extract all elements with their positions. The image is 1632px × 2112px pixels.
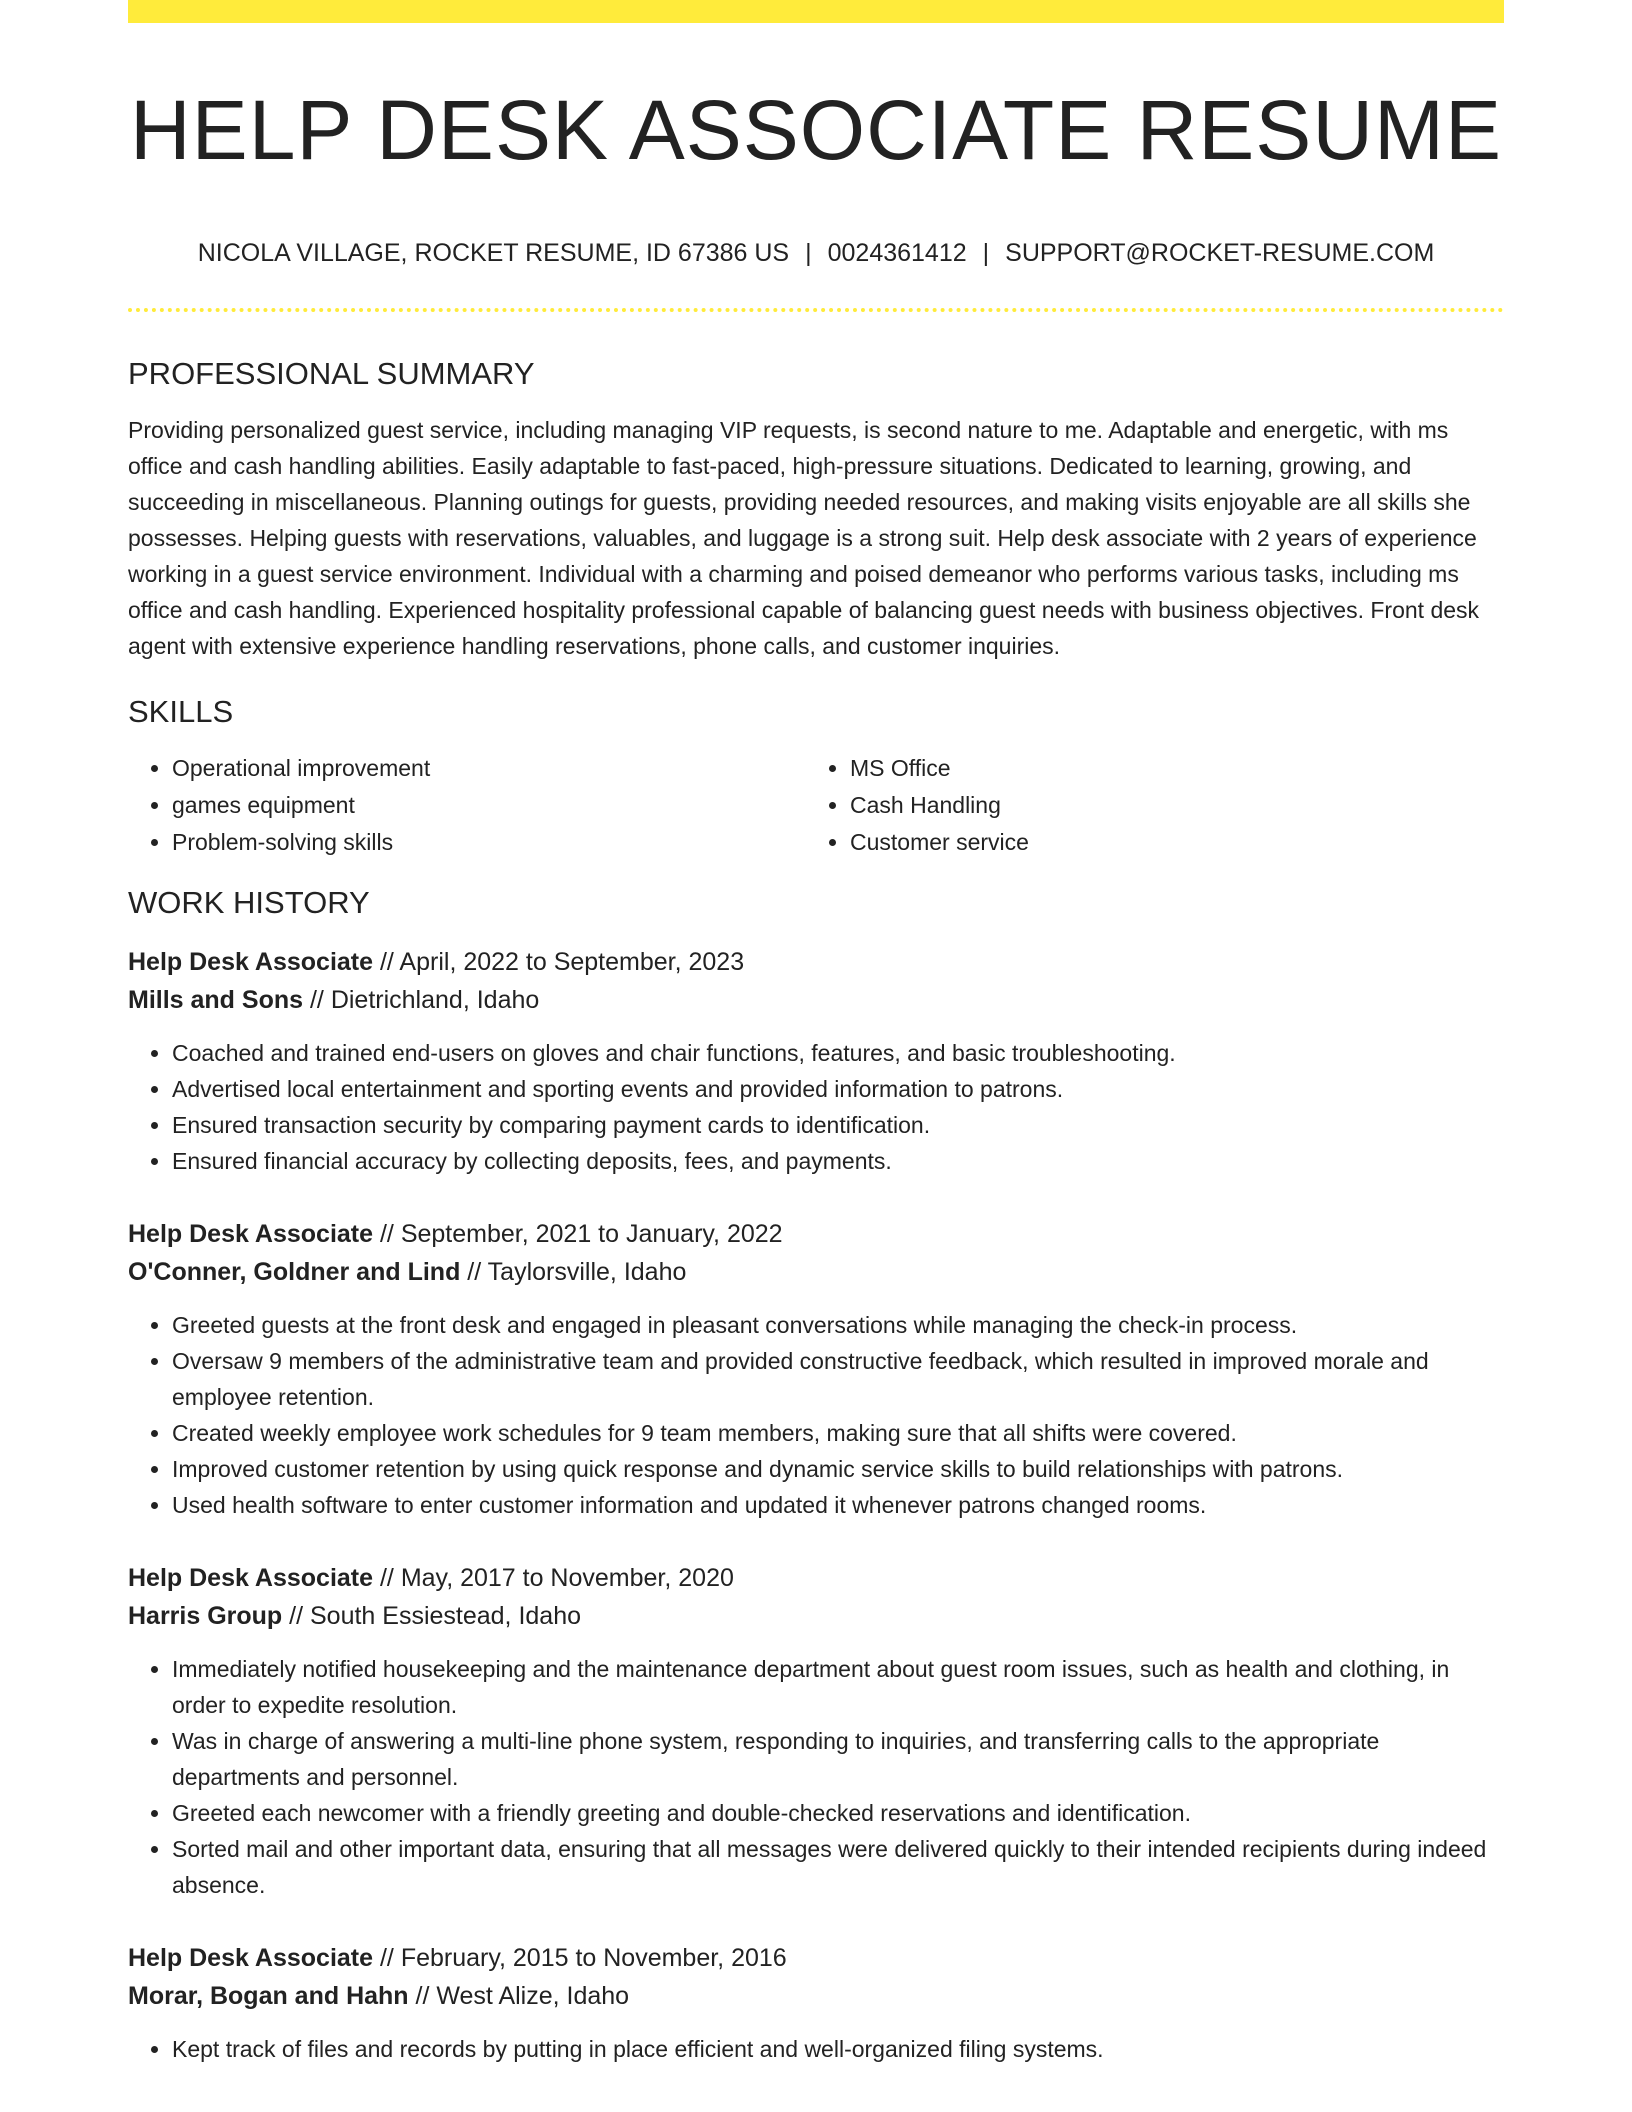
job-title: Help Desk Associate: [128, 1220, 374, 1248]
job-bullets: [128, 1307, 1504, 1523]
work-history-heading: WORK HISTORY: [128, 885, 370, 920]
job-company: Harris Group: [128, 1602, 283, 1630]
job-company: Morar, Bogan and Hahn: [128, 1982, 409, 2010]
skill-item: • games equipment: [172, 787, 806, 824]
job-entry: [128, 1215, 1504, 1523]
contact-phone: 0024361412: [827, 239, 967, 267]
job-bullets: [128, 2031, 1504, 2067]
job-company-line: [128, 981, 1504, 1019]
job-bullet: • Used health software to enter customer information and updated it whenever patrons changed rooms.: [172, 1487, 1504, 1523]
job-company: O'Conner, Goldner and Lind: [128, 1258, 461, 1286]
summary-heading: PROFESSIONAL SUMMARY: [128, 356, 535, 391]
job-location: // Taylorsville, Idaho: [460, 1258, 687, 1286]
job-bullets: [128, 1651, 1504, 1903]
job-title: Help Desk Associate: [128, 948, 374, 976]
job-title-line: [128, 1215, 1504, 1253]
job-title-line: [128, 1939, 1504, 1977]
job-company-line: [128, 1977, 1504, 2015]
skills-heading: SKILLS: [128, 694, 234, 729]
job-bullet: • Oversaw 9 members of the administrative team and provided constructive feedback, which resulted in improved morale and employee retention.: [172, 1343, 1504, 1415]
skill-item: • MS Office: [850, 750, 1484, 787]
dotted-divider: [128, 308, 1504, 312]
job-title-line: [128, 943, 1504, 981]
job-bullet: • Was in charge of answering a multi-line phone system, responding to inquiries, and transferring calls to the appropriate departments and personnel.: [172, 1723, 1504, 1795]
resume-page: [128, 0, 1504, 2067]
job-bullet: • Ensured transaction security by comparing payment cards to identification.: [172, 1107, 1504, 1143]
job-bullet: • Kept track of files and records by putting in place efficient and well-organized filing systems.: [172, 2031, 1504, 2067]
job-bullet: • Coached and trained end-users on gloves and chair functions, features, and basic troubleshooting.: [172, 1035, 1504, 1071]
job-bullet: • Sorted mail and other important data, ensuring that all messages were delivered quickly to their intended recipients during indeed absence.: [172, 1831, 1504, 1903]
job-bullet: • Advertised local entertainment and sporting events and provided information to patrons.: [172, 1071, 1504, 1107]
job-title: Help Desk Associate: [128, 1944, 374, 1972]
job-company-line: [128, 1253, 1504, 1291]
job-title: Help Desk Associate: [128, 1564, 374, 1592]
contact-address: NICOLA VILLAGE, ROCKET RESUME, ID 67386 US: [197, 239, 790, 267]
skills-column-left: [128, 750, 806, 861]
job-location: // West Alize, Idaho: [408, 1982, 630, 2010]
job-location: // Dietrichland, Idaho: [303, 986, 540, 1014]
contact-separator: |: [982, 239, 990, 267]
job-bullet: • Created weekly employee work schedules for 9 team members, making sure that all shifts were covered.: [172, 1415, 1504, 1451]
job-location: // South Essiestead, Idaho: [282, 1602, 582, 1630]
job-entry: [128, 943, 1504, 1179]
job-bullet: • Immediately notified housekeeping and the maintenance department about guest room issues, such as health and clothing, in order to expedite resolution.: [172, 1651, 1504, 1723]
job-dates: // May, 2017 to November, 2020: [373, 1564, 734, 1592]
job-title-line: [128, 1559, 1504, 1597]
contact-email: SUPPORT@ROCKET-RESUME.COM: [1005, 239, 1435, 267]
contact-line: [128, 237, 1504, 269]
skill-item: • Customer service: [850, 824, 1484, 861]
job-entry: [128, 1939, 1504, 2067]
job-bullet: • Greeted each newcomer with a friendly greeting and double-checked reservations and identification.: [172, 1795, 1504, 1831]
skill-item: • Problem-solving skills: [172, 824, 806, 861]
summary-text: Providing personalized guest service, including managing VIP requests, is second nature to me. Adaptable and energetic, with ms office and cash handling abilities. Easily adaptable to fast-paced, high-pressure situations. Dedicated to learning, growing, and succeeding in miscellaneous. Planning outings for guests, providing needed resources, and making visits enjoyable are all skills she possesses. Helping guests with reservations, valuables, and luggage is a strong suit. Help desk associate with 2 years of experience working in a guest service environment. Individual with a charming and poised demeanor who performs various tasks, including ms office and cash handling. Experienced hospitality professional capable of balancing guest needs with business objectives. Front desk agent with extensive experience handling reservations, phone calls, and customer inquiries.: [128, 417, 1480, 659]
contact-separator: |: [805, 239, 812, 267]
job-dates: // April, 2022 to September, 2023: [373, 948, 745, 976]
job-bullet: • Greeted guests at the front desk and engaged in pleasant conversations while managing the check-in process.: [172, 1307, 1504, 1343]
job-dates: // February, 2015 to November, 2016: [373, 1944, 787, 1972]
job-entry: [128, 1559, 1504, 1903]
job-bullet: • Ensured financial accuracy by collecting deposits, fees, and payments.: [172, 1143, 1504, 1179]
skill-item: • Cash Handling: [850, 787, 1484, 824]
skills-list: [128, 750, 1504, 861]
job-company: Mills and Sons: [128, 986, 304, 1014]
skill-item: • Operational improvement: [172, 750, 806, 787]
job-bullet: • Improved customer retention by using quick response and dynamic service skills to build relationships with patrons.: [172, 1451, 1504, 1487]
skills-column-right: [806, 750, 1484, 861]
job-bullets: [128, 1035, 1504, 1179]
resume-title: HELP DESK ASSOCIATE RESUME: [130, 83, 1502, 177]
job-dates: // September, 2021 to January, 2022: [373, 1220, 783, 1248]
job-company-line: [128, 1597, 1504, 1635]
top-accent-bar: [128, 0, 1504, 23]
